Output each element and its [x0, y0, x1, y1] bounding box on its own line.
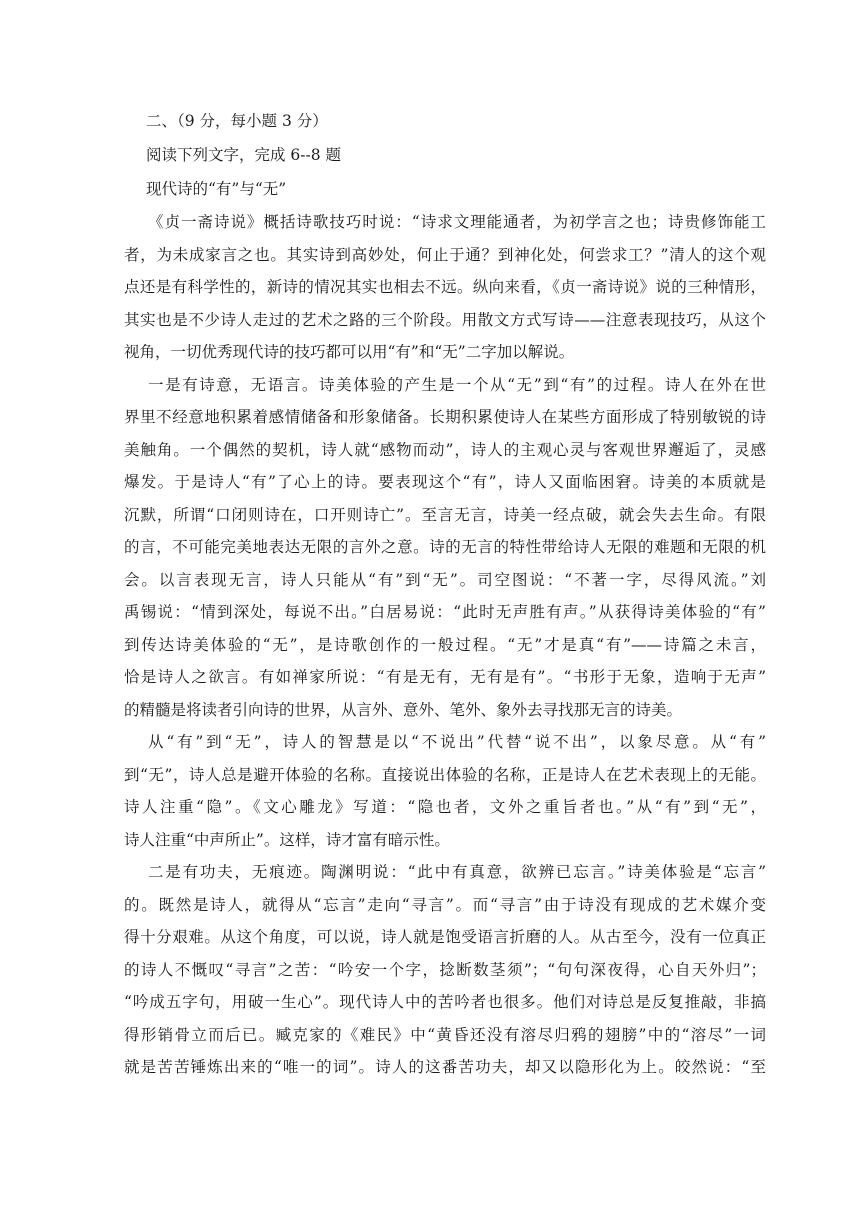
- paragraph-line: 界里不经意地积累着感情储备和形象储备。长期积累使诗人在某些方面形成了特别敏锐的诗: [124, 408, 766, 426]
- paragraph-line: 沉默，所谓“口闭则诗在，口开则诗亡”。至言无言，诗美一经点破，就会失去生命。有限: [124, 505, 766, 524]
- paragraph-line: 得十分艰难。从这个角度，可以说，诗人就是饱受语言折磨的人。从古至今，没有一位真正: [124, 928, 766, 946]
- document-body: [124, 110, 766, 1084]
- paragraph-line: 爆发。于是诗人“有”了心上的诗。要表现这个“有”，诗人又面临困窘。诗美的本质就是: [124, 473, 766, 491]
- section-heading: 二、（9 分，每小题 3 分）: [146, 112, 328, 130]
- paragraph-line: 者，为未成家言之也。其实诗到高妙处，何止于通？到神化处，何尝求工？”清人的这个观: [124, 245, 766, 264]
- paragraph-2: [124, 369, 766, 727]
- paragraph-line: 诗人注重“隐”。《文心雕龙》写道：“隐也者，文外之重旨者也。”从“有”到“无”，: [124, 798, 766, 816]
- paragraph-line: 的诗人不慨叹“寻言”之苦：“吟安一个字，捻断数茎须”；“句句深夜得，心自天外归”；: [124, 960, 766, 979]
- paragraph-line: 禹锡说：“情到深处，每说不出。”白居易说：“此时无声胜有声。”从获得诗美体验的“有”: [124, 603, 766, 621]
- paragraph-line: 一是有诗意，无语言。诗美体验的产生是一个从“无”到“有”的过程。诗人在外在世: [148, 375, 766, 394]
- article-title: 现代诗的“有”与“无”: [146, 180, 287, 198]
- paragraph-line: 到“无”，诗人总是避开体验的名称。直接说出体验的名称，正是诗人在艺术表现上的无能。: [124, 765, 766, 784]
- paragraph-line: 诗人注重“中声所止”。这样，诗才富有暗示性。: [124, 830, 450, 849]
- paragraph-line: 会。以言表现无言，诗人只能从“有”到“无”。司空图说：“不著一字，尽得风流。”刘: [124, 570, 766, 589]
- reading-instruction: 阅读下列文字，完成 6--8 题: [146, 146, 342, 164]
- paragraph-1: [124, 206, 766, 369]
- paragraph-line: 得形销骨立而后已。臧克家的《难民》中“黄昏还没有溶尽归鸦的翅膀”中的“溶尽”一词: [124, 1025, 766, 1044]
- paragraph-line: 美触角。一个偶然的契机，诗人就“感物而动”，诗人的主观心灵与客观世界邂逅了，灵感: [124, 440, 766, 459]
- paragraph-line: 视角，一切优秀现代诗的技巧都可以用“有”和“无”二字加以解说。: [124, 343, 575, 361]
- paragraph-line: 从“有”到“无”，诗人的智慧是以“不说出”代替“说不出”，以象尽意。从“有”: [148, 733, 766, 751]
- paragraph-line: 的精髓是将读者引向诗的世界，从言外、意外、笔外、象外去寻找那无言的诗美。: [124, 700, 683, 719]
- paragraph-line: 的。既然是诗人，就得从“忘言”走向“寻言”。而“寻言”由于诗没有现成的艺术媒介变: [124, 895, 766, 914]
- paragraph-line: 《贞一斋诗说》概括诗歌技巧时说：“诗求文理能通者，为初学言之也；诗贵修饰能工: [148, 213, 766, 231]
- paragraph-line: 的言，不可能完美地表达无限的言外之意。诗的无言的特性带给诗人无限的难题和无限的机: [124, 538, 766, 556]
- paragraph-3: [124, 726, 766, 856]
- paragraph-line: “吟成五字句，用破一生心”。现代诗人中的苦吟者也很多。他们对诗总是反复推敲，非搞: [124, 993, 766, 1011]
- paragraph-line: 其实也是不少诗人走过的艺术之路的三个阶段。用散文方式写诗——注意表现技巧，从这个: [124, 310, 766, 329]
- paragraph-line: 点还是有科学性的，新诗的情况其实也相去不远。纵向来看，《贞一斋诗说》说的三种情形，: [124, 278, 766, 296]
- paragraph-line: 就是苦苦锤炼出来的“唯一的词”。诗人的这番苦功夫，却又以隐形化为上。皎然说：“至: [124, 1058, 766, 1076]
- paragraph-4: [124, 856, 766, 1084]
- paragraph-line: 到传达诗美体验的“无”，是诗歌创作的一般过程。“无”才是真“有”——诗篇之未言，: [124, 635, 766, 654]
- paragraph-line: 二是有功夫，无痕迹。陶渊明说：“此中有真意，欲辨已忘言。”诗美体验是“忘言”: [148, 863, 766, 881]
- paragraph-line: 恰是诗人之欲言。有如禅家所说：“有是无有，无有是有”。“书形于无象，造响于无声”: [124, 668, 766, 686]
